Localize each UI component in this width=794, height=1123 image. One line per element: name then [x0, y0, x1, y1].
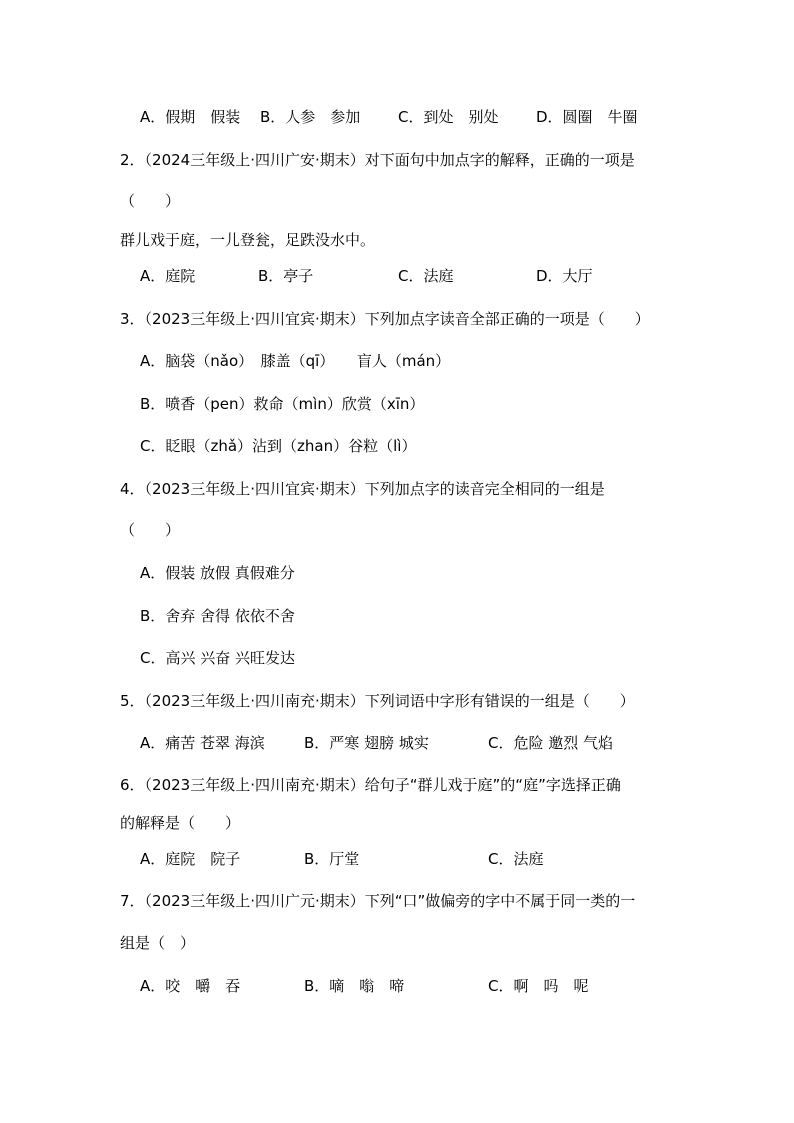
q7-option-b: B．嘀 嗡 啼 [304, 977, 405, 995]
q4-option-a: A．假装 放假 真假难分 [140, 564, 295, 582]
q5-option-c: C．危险 邀烈 气焰 [488, 734, 614, 752]
q4-option-b: B．舍弃 舍得 依依不舍 [140, 607, 295, 625]
q3-stem: 3．（2023三年级上·四川宜宾·期末）下列加点字读音全部正确的一项是（ ） [120, 310, 650, 328]
q2-answer-blank: （ ） [120, 192, 181, 210]
q5-stem: 5．（2023三年级上·四川南充·期末）下列词语中字形有错误的一组是（ ） [120, 692, 635, 710]
q5-option-b: B．严寒 翅膀 城实 [304, 734, 429, 752]
q1-option-c: C．到处 别处 [398, 108, 499, 126]
q3-option-c: C．眨眼（zhǎ）沾到（zhan）谷粒（lì） [140, 437, 417, 455]
q6-option-b: B．厅堂 [304, 850, 360, 868]
q2-option-d: D．大厅 [536, 267, 593, 285]
q1-option-d: D．圆圈 牛圈 [536, 108, 638, 126]
q1-option-b: B．人参 参加 [260, 108, 361, 126]
q7-stem-continued: 组是（ ） [120, 934, 196, 952]
q2-option-b: B．亭子 [258, 267, 314, 285]
q2-option-c: C．法庭 [398, 267, 454, 285]
q1-option-a: A．假期 假装 [140, 108, 241, 126]
q2-sentence: 群儿戏于庭，一儿登瓮，足跌没水中。 [120, 231, 376, 249]
q7-stem: 7．（2023三年级上·四川广元·期末）下列“口”做偏旁的字中不属于同一类的一 [120, 892, 636, 910]
q6-option-a: A．庭院 院子 [140, 850, 241, 868]
q4-answer-blank: （ ） [120, 521, 181, 539]
q4-stem: 4．（2023三年级上·四川宜宾·期末）下列加点字的读音完全相同的一组是 [120, 480, 605, 498]
q2-stem: 2．（2024三年级上·四川广安·期末）对下面句中加点字的解释，正确的一项是 [120, 151, 635, 169]
q2-option-a: A．庭院 [140, 267, 196, 285]
q5-option-a: A．痛苦 苍翠 海滨 [140, 734, 265, 752]
q7-option-c: C．啊 吗 呢 [488, 977, 589, 995]
q7-option-a: A．咬 嚼 吞 [140, 977, 241, 995]
q6-stem-continued: 的解释是（ ） [120, 814, 241, 832]
q6-option-c: C．法庭 [488, 850, 544, 868]
q3-option-b: B．喷香（pen）救命（mìn）欣赏（xīn） [140, 395, 425, 413]
q4-option-c: C．高兴 兴奋 兴旺发达 [140, 649, 296, 667]
q3-option-a: A．脑袋（nǎo） 膝盖（qī） 盲人（mán） [140, 352, 451, 370]
q6-stem: 6．（2023三年级上·四川南充·期末）给句子“群儿戏于庭”的“庭”字选择正确 [120, 776, 621, 794]
